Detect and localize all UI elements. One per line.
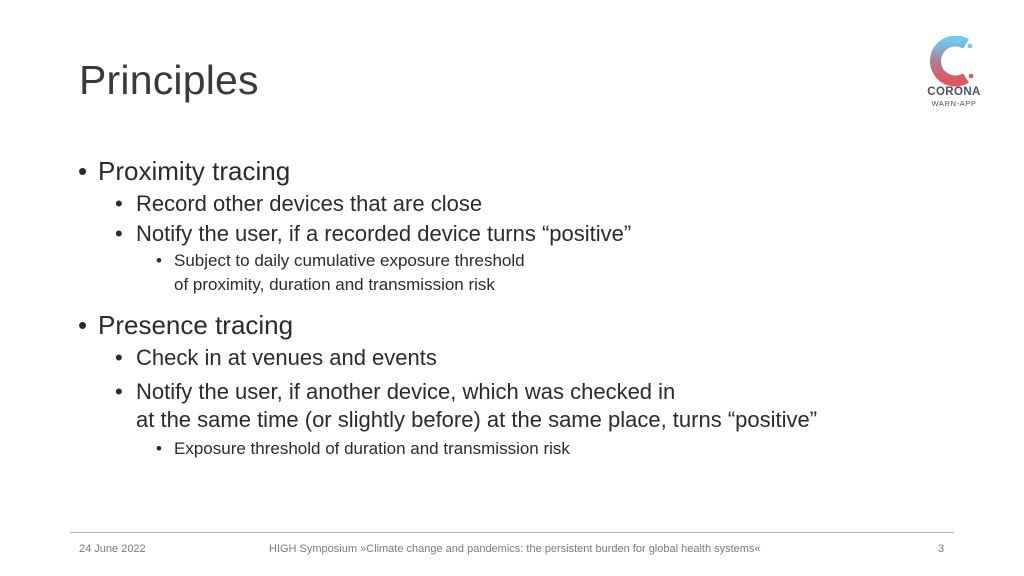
bullet-dot: • [156, 251, 162, 270]
sub-bullet-notify-other-device [78, 377, 978, 433]
bullet-text: Notify the user, if a recorded device turns “positive” [136, 221, 632, 246]
bullet-text: Proximity tracing [98, 156, 291, 186]
page-number: 3 [938, 543, 945, 555]
bullet-proximity-tracing [78, 154, 978, 189]
sub-bullet-notify-user [78, 219, 978, 249]
detail-bullet-threshold [78, 249, 978, 297]
bullet-dot: • [156, 439, 162, 458]
bullet-text: Presence tracing [98, 310, 294, 340]
bullet-text-line-2: of proximity, duration and transmission risk [174, 275, 495, 294]
bullet-presence-tracing [78, 308, 978, 343]
bullet-dot: • [115, 191, 123, 216]
bullet-dot: • [115, 221, 123, 246]
footer-date: 24 June 2022 [79, 543, 146, 555]
footer-divider [70, 532, 954, 533]
bullet-text-line-2: at the same time (or slightly before) at the same place, turns “positive” [136, 407, 818, 432]
bullet-text-line-1: Subject to daily cumulative exposure threshold [174, 251, 525, 270]
bullet-dot: • [115, 345, 123, 370]
bullet-dot: • [115, 379, 123, 404]
logo-wordmark-warn-app: WARN-APP [931, 99, 977, 108]
logo-wordmark-corona: CORONA [927, 86, 981, 98]
detail-bullet-exposure [78, 437, 978, 461]
bullet-text: Check in at venues and events [136, 345, 437, 370]
bullet-list [78, 154, 978, 461]
bullet-text: Exposure threshold of duration and transmission risk [174, 439, 570, 458]
sub-bullet-check-in [78, 343, 978, 373]
sub-bullet-record-devices [78, 189, 978, 219]
bullet-text: Record other devices that are close [136, 191, 483, 216]
bullet-dot: • [78, 156, 88, 186]
bullet-text-line-1: Notify the user, if another device, which was checked in [136, 379, 676, 404]
bullet-dot: • [78, 310, 88, 340]
page-title: Principles [79, 57, 259, 103]
footer-event-title: HIGH Symposium »Climate change and pandemics: the persistent burden for global health systems« [269, 543, 761, 555]
